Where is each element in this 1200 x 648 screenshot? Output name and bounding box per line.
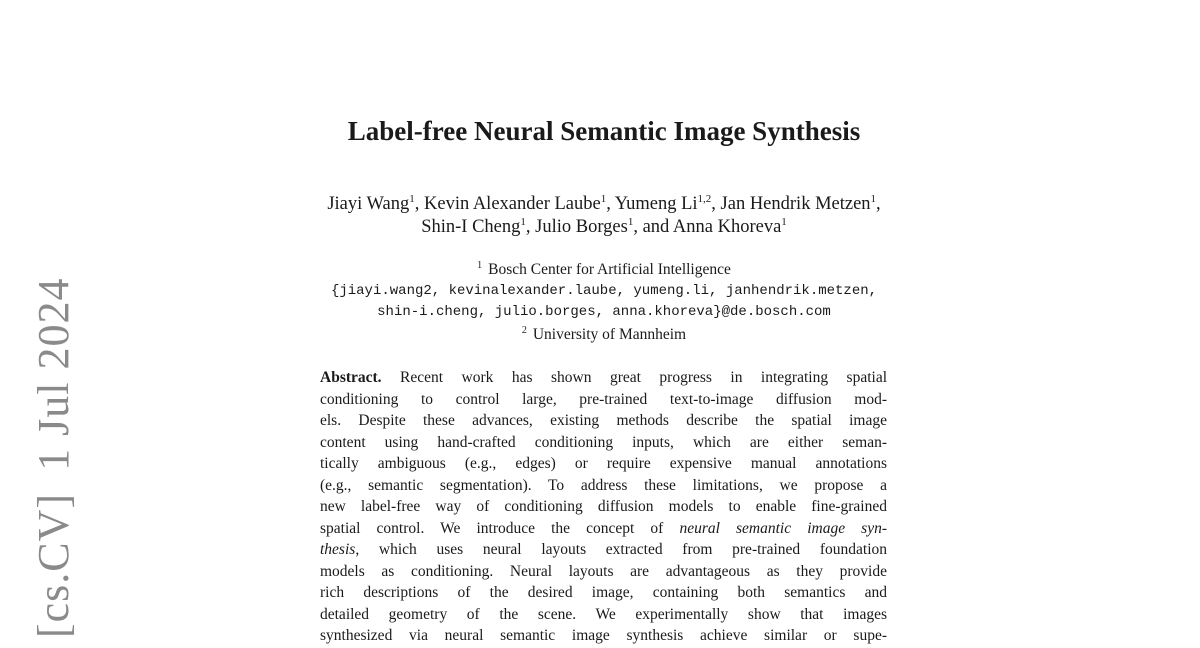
abstract-line: spatial control. We introduce the concept of neural semantic image syn- (320, 519, 887, 537)
abstract-line: rich descriptions of the desired image, containing both semantics and (320, 584, 887, 601)
abstract-line: content using hand-crafted conditioning inputs, which are either seman- (320, 433, 887, 451)
abstract-line: models as conditioning. Neural layouts are advantageous as they provide (320, 562, 887, 580)
abstract-line: Abstract. Recent work has shown great progress in integrating spatial (320, 369, 888, 386)
author-name: Kevin Alexander Laube (424, 194, 601, 214)
author-affil-mark: 1 (781, 216, 787, 228)
abstract-line: detailed geometry of the scene. We experimentally show that images (320, 605, 887, 623)
paper-title: Label-free Neural Semantic Image Synthesis (347, 116, 861, 146)
email-line-2: shin-i.cheng, julio.borges, anna.khoreva}@de.bosch.com (377, 304, 831, 320)
affiliation-1: $^1$ Bosch Center for Artificial Intelligence (477, 260, 731, 278)
email-line-1: {jiayi.wang2, kevinalexander.laube, yumeng.li, janhendrik.metzen, (330, 282, 878, 299)
abstract-label: Abstract. (320, 369, 382, 386)
author-affil-mark: 1 (409, 193, 415, 205)
author-line-2: Shin-I Cheng$^1$, Julio Borges$^1$, and Anna Khoreva$^1$ (421, 216, 787, 237)
author-name: Jiayi Wang (327, 194, 410, 214)
affiliations (0, 259, 1200, 345)
abstract-line: thesis, which uses neural layouts extracted from pre-trained foundation (320, 541, 887, 558)
author-affil-mark: 1 (600, 193, 607, 205)
abstract (320, 367, 887, 647)
arxiv-date: 1 Jul 2024 (29, 277, 78, 471)
arxiv-category: [cs.CV] (29, 492, 78, 638)
author-list (0, 193, 1200, 239)
abstract-line: tically ambiguous (e.g., edges) or require expensive manual annotations (320, 455, 887, 472)
author-name: Jan Hendrik Metzen (720, 194, 871, 214)
author-name: Julio Borges (535, 217, 628, 237)
abstract-line: (e.g., semantic segmentation). To address these limitations, we propose a (320, 476, 887, 494)
author-name: Yumeng Li (614, 194, 698, 214)
author-name: Shin-I Cheng (421, 217, 521, 237)
abstract-line: new label-free way of conditioning diffusion models to enable fine-grained (320, 498, 887, 515)
author-affil-mark: 1 (520, 216, 526, 228)
author-name: Anna Khoreva (672, 217, 782, 237)
abstract-line: conditioning to control large, pre-trained text-to-image diffusion mod- (320, 390, 887, 408)
affiliation-2: $^2$ University of Mannheim (521, 324, 687, 343)
abstract-line: els. Despite these advances, existing methods describe the spatial image (320, 412, 887, 429)
author-affil-mark: 1,2 (697, 193, 712, 205)
author-affil-mark: 1 (627, 216, 634, 228)
author-line-1: Jiayi Wang$^1$, Kevin Alexander Laube$^1$, Yumeng Li$^{1,2}$, Jan Hendrik Metzen$^1$, (327, 193, 881, 214)
abstract-line: synthesized via neural semantic image synthesis achieve similar or supe- (320, 627, 887, 644)
author-affil-mark: 1 (870, 193, 877, 205)
